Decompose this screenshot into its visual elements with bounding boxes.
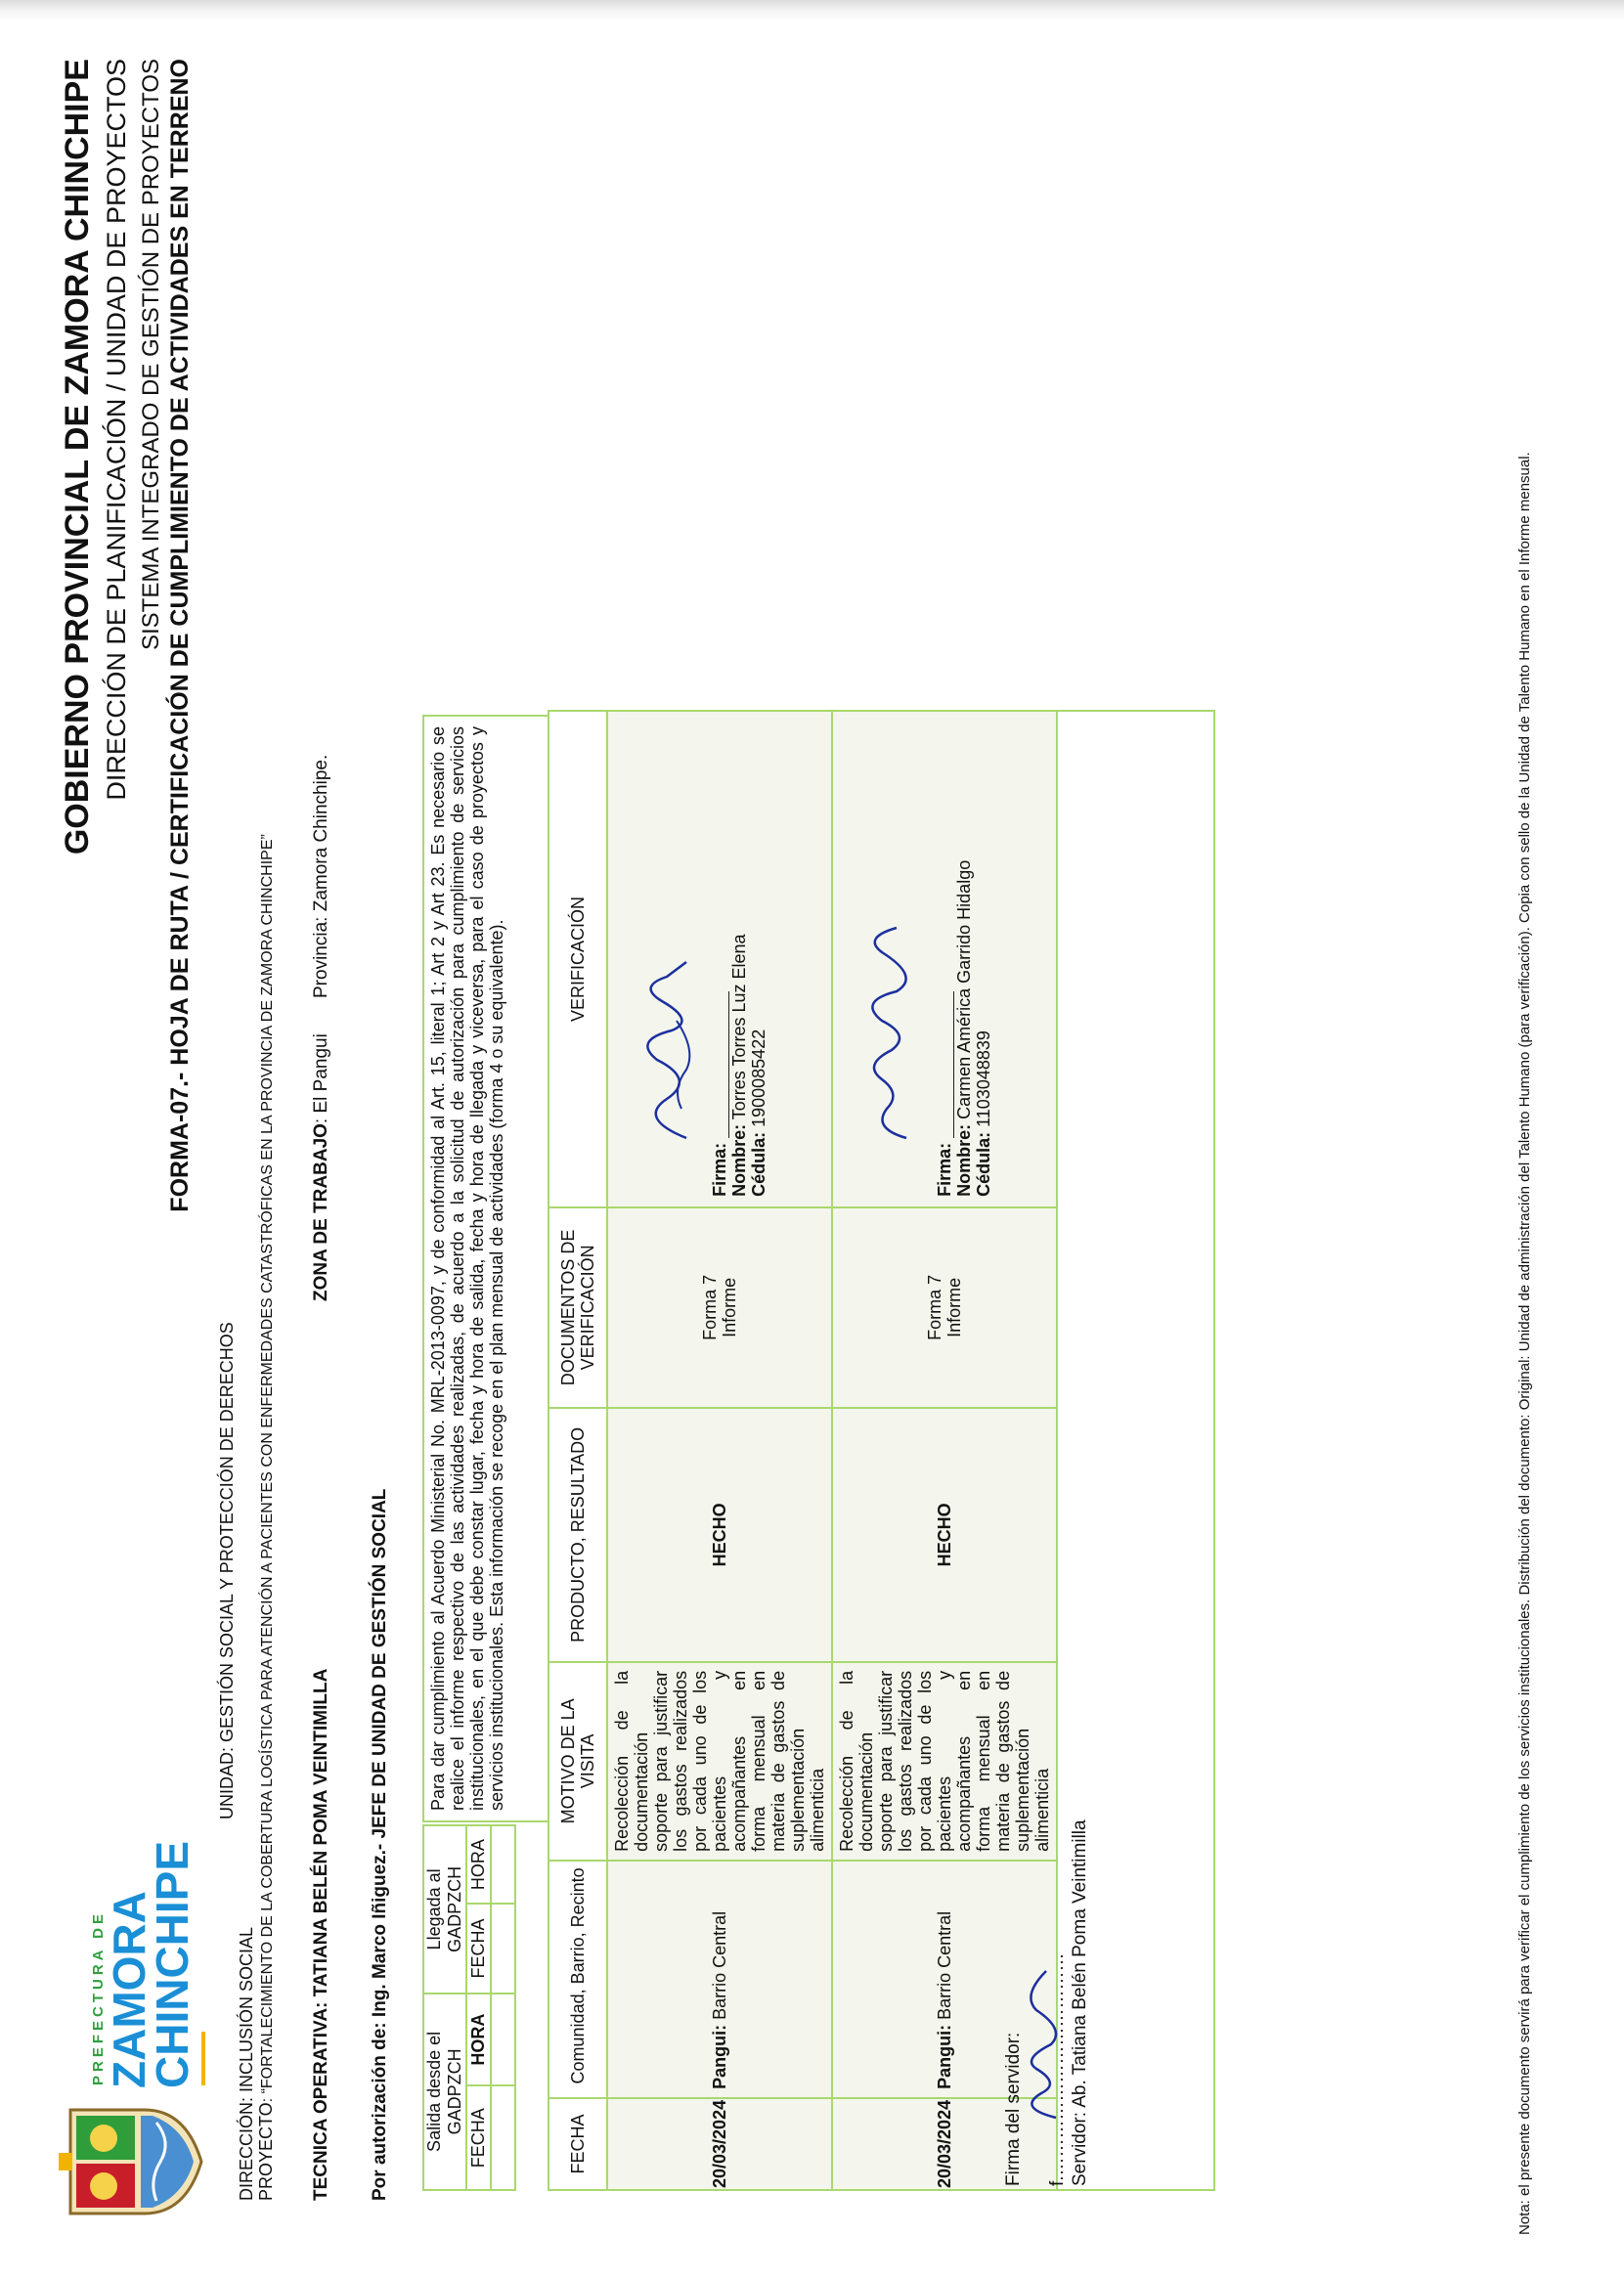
row-motivo: Recolección de la documentación soporte para justificar los gastos realizados por cada uno de los pacientes y acompañantes en forma mensual en materia de gastos de suplementación alimenticia xyxy=(607,1662,832,1861)
salida-llegada-table xyxy=(422,1824,516,2191)
servidor-block xyxy=(1002,1819,1091,2186)
cedula-value: 1103048839 xyxy=(974,1030,993,1132)
row-documentos xyxy=(607,1207,832,1408)
row-motivo: Recolección de la documentación soporte para justificar los gastos realizados por cada uno de los pacientes y acompañantes en forma mensual en materia de gastos de suplementación alimenticia xyxy=(832,1662,1057,1861)
col-comunidad: Comunidad, Barrio, Recinto xyxy=(549,1861,607,2098)
servidor-name: Servidor: Ab. Tatiana Belén Poma Veintimilla xyxy=(1070,1819,1090,2186)
cedula-line xyxy=(749,722,768,1197)
firma-label: Firma: xyxy=(710,1142,729,1197)
provincia-label: Provincia xyxy=(311,921,331,998)
row-comunidad xyxy=(607,1861,832,2098)
activities-table xyxy=(548,710,1215,2191)
col-verificacion: VERIFICACIÓN xyxy=(549,711,607,1207)
col-documentos: DOCUMENTOS DE VERIFICACIÓN xyxy=(549,1207,607,1408)
llegada-hora-cell xyxy=(491,1825,515,1904)
servidor-f-line: f.……………………………… xyxy=(1047,1952,1068,2186)
salida-hora-header: HORA xyxy=(466,1994,491,2086)
logo-prefectura-text: PREFECTURA DE xyxy=(90,1910,107,2085)
direccion-label: DIRECCIÓN xyxy=(237,2101,256,2201)
footer-note: Nota: el presente documento servirá para verificar el cumplimiento de los servicios institucionales. Distribución del documento: Original: Unidad de administración del Talento Humano (para verificación). Copia con sello de la Unidad de Talento Humano en el Informe mensual. xyxy=(1516,452,1533,2235)
table-row xyxy=(607,711,832,2190)
doc-forma: Forma 7 xyxy=(925,1274,944,1340)
cedula-value: 1900085422 xyxy=(749,1029,768,1132)
logo-zamora-text xyxy=(104,1840,198,2088)
firma-underline xyxy=(712,991,729,1138)
header-system: SISTEMA INTEGRADO DE GESTIÓN DE PROYECTOS xyxy=(138,59,164,650)
servidor-signature xyxy=(1012,1961,1071,2127)
row-verificacion xyxy=(607,711,832,1207)
cedula-label: Cédula: xyxy=(974,1131,993,1197)
cedula-label: Cédula: xyxy=(749,1131,768,1197)
table-header-row xyxy=(549,711,607,2190)
provincia-value: : Zamora Chinchipe. xyxy=(311,754,331,922)
direccion-value: : INCLUSIÓN SOCIAL xyxy=(237,1926,256,2102)
zona-value: : El Pangui xyxy=(311,1033,331,1124)
comunidad-value: Barrio Central xyxy=(709,1910,729,2025)
comunidad-label: Pangui: xyxy=(934,2024,954,2089)
col-fecha: FECHA xyxy=(549,2098,607,2190)
col-motivo: MOTIVO DE LA VISITA xyxy=(549,1662,607,1861)
doc-forma: Forma 7 xyxy=(700,1274,720,1340)
salida-fecha-cell xyxy=(491,2085,515,2190)
unidad-value: : GESTIÓN SOCIAL Y PROTECCIÓN DE DERECHOS xyxy=(217,1322,237,1752)
proyecto-value: : “FORTALECIMIENTO DE LA COBERTURA LOGÍSTICA PARA ATENCIÓN A PACIENTES CON ENFERMEDADES CATASTRÓFICAS EN LA PROVINCIA DE ZAMORA CHINCHIPE” xyxy=(259,834,276,2103)
servidor-firma-label: Firma del servidor: xyxy=(1003,2032,1024,2186)
unidad-line xyxy=(217,1322,238,1819)
proyecto-label: PROYECTO xyxy=(256,2102,276,2201)
row-producto: HECHO xyxy=(832,1408,1057,1662)
firma-underline xyxy=(937,991,954,1138)
row-fecha: 20/03/2024 xyxy=(607,2098,832,2190)
header-subtitle: DIRECCIÓN DE PLANIFICACIÓN / UNIDAD DE PROYECTOS xyxy=(102,59,131,801)
tecnica-operativa: TECNICA OPERATIVA: TATIANA BELÉN POMA VEINTIMILLA xyxy=(311,1668,331,2201)
zona-label: ZONA DE TRABAJO xyxy=(311,1123,331,1301)
regulation-note: Para dar cumplimiento al Acuerdo Ministerial No. MRL-2013-0097, y de conformidad al Art. 15, literal 1; Art 2 y Art 23. Es necesario se realice el informe respectivo de las actividades realizadas, de acuerdo a la solicitud de autorización para cumplimiento de servicios institucionales, en el que debe constar lugar, fecha y hora de salida, fecha y hora de llegada y viceversa, para el caso de proyectos y servicios institucionales. Esta información se recoge en el plan mensual de actividades (forma 4 o su equivalente). xyxy=(422,715,565,1822)
row-verificacion xyxy=(832,711,1057,1207)
nombre-label: Nombre: xyxy=(954,1123,974,1197)
col-producto: PRODUCTO, RESULTADO xyxy=(549,1408,607,1662)
llegada-fecha-header: FECHA xyxy=(466,1904,491,1994)
firma-line xyxy=(935,722,954,1197)
logo-line-2: CHINCHIPE xyxy=(147,1840,198,2088)
comunidad-label: Pangui: xyxy=(709,2024,729,2089)
signature-1 xyxy=(628,952,706,1148)
salida-header: Salida desde el GADPZCH xyxy=(423,1994,466,2190)
direccion-line xyxy=(237,1927,257,2201)
proyecto-line xyxy=(256,834,277,2201)
cedula-line xyxy=(974,722,993,1197)
row-documentos xyxy=(832,1207,1057,1408)
doc-informe: Informe xyxy=(720,1277,739,1337)
firma-label: Firma: xyxy=(935,1142,954,1197)
firma-line xyxy=(710,722,729,1197)
llegada-fecha-cell xyxy=(491,1904,515,1994)
header-title: GOBIERNO PROVINCIAL DE ZAMORA CHINCHIPE xyxy=(59,59,96,855)
llegada-hora-header: HORA xyxy=(466,1825,491,1904)
coat-of-arms-icon xyxy=(59,2098,205,2225)
header-form-title: FORMA-07.- HOJA DE RUTA / CERTIFICACIÓN DE CUMPLIMIENTO DE ACTIVIDADES EN TERRENO xyxy=(166,59,194,1212)
unidad-label: UNIDAD xyxy=(217,1751,237,1819)
zona-trabajo xyxy=(311,1033,332,1301)
nombre-line xyxy=(954,722,974,1197)
llegada-header: Llegada al GADPZCH xyxy=(423,1825,466,1994)
nombre-value: Carmen América Garrido Hidalgo xyxy=(954,859,974,1124)
logo-line-1: ZAMORA xyxy=(104,1891,154,2088)
signature-2 xyxy=(853,913,931,1148)
nombre-line xyxy=(729,722,749,1197)
salida-hora-cell xyxy=(491,1994,515,2086)
provincia xyxy=(311,755,332,998)
nombre-value: Torres Torres Luz Elena xyxy=(729,934,749,1124)
logo-accent-bar xyxy=(201,2032,205,2085)
row-producto: HECHO xyxy=(607,1408,832,1662)
nombre-label: Nombre: xyxy=(729,1123,749,1197)
comunidad-value: Barrio Central xyxy=(934,1910,954,2025)
salida-fecha-header: FECHA xyxy=(466,2085,491,2190)
doc-informe: Informe xyxy=(944,1277,964,1337)
autorizacion: Por autorización de: Ing. Marco Iñiguez.- JEFE DE UNIDAD DE GESTIÓN SOCIAL xyxy=(370,1488,390,2201)
row-fecha: 20/03/2024 xyxy=(832,2098,1057,2190)
